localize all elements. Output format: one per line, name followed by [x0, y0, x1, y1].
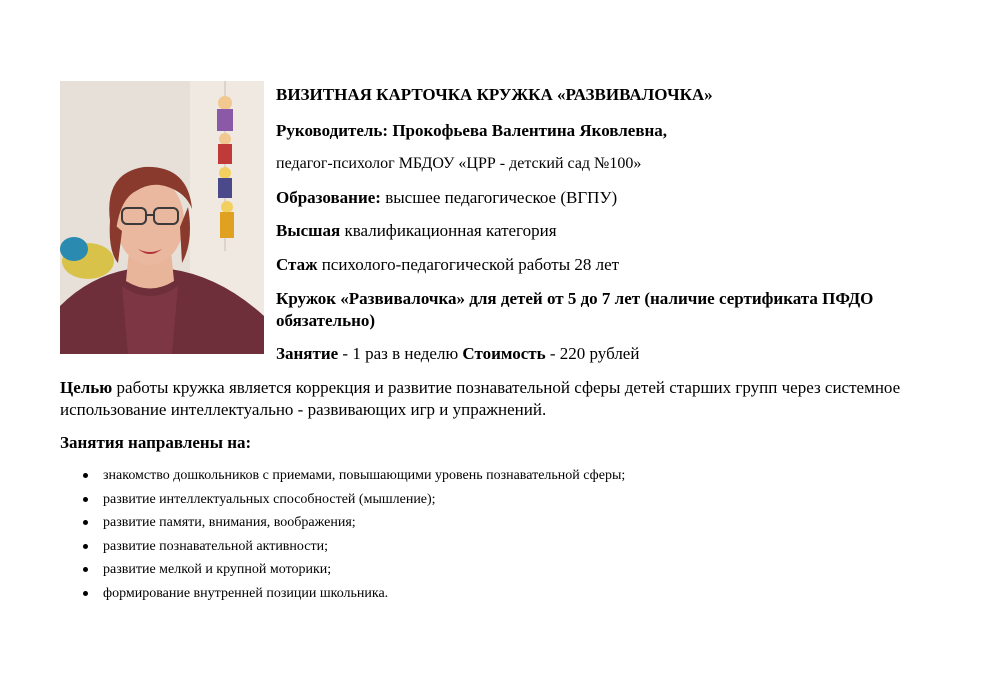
education-label: Образование: [276, 188, 381, 207]
goal-paragraph [60, 377, 940, 421]
category-value: квалификационная категория [340, 221, 557, 240]
leader-name: Руководитель: Прокофьева Валентина Яковлевна, [276, 121, 668, 140]
list-item [103, 558, 963, 582]
cost-value: - 220 рублей [545, 344, 640, 363]
list-item-text: развитие интеллектуальных способностей (мышление); [103, 491, 436, 507]
category-line [276, 220, 936, 242]
education-value: высшее педагогическое (ВГПУ) [380, 188, 618, 207]
list-item-text: развитие познавательной активности; [103, 538, 328, 554]
experience-line [276, 254, 936, 276]
cost-label: Стоимость [462, 344, 546, 363]
club-description: Кружок «Развивалочка» для детей от 5 до 7 лет (наличие сертификата ПФДО обязательно) [276, 289, 874, 330]
bullet-icon [83, 497, 88, 502]
list-item-text: развитие памяти, внимания, воображения; [103, 515, 356, 530]
card-title: ВИЗИТНАЯ КАРТОЧКА КРУЖКА «РАЗВИВАЛОЧКА» [276, 85, 713, 104]
directions-list [60, 464, 963, 605]
bullet-icon [83, 544, 88, 549]
list-item-text: знакомство дошкольников с приемами, повышающими уровень познавательной сферы; [103, 468, 626, 483]
leader-position: педагог-психолог МБДОУ «ЦРР - детский сад №100» [276, 155, 642, 172]
bullet-icon [83, 520, 88, 525]
bullet-icon [83, 591, 88, 596]
list-item-text: формирование внутренней позиции школьника. [103, 585, 389, 601]
goal-label: Целью [60, 378, 113, 397]
category-label: Высшая [276, 221, 341, 240]
list-item [103, 582, 963, 606]
bullet-icon [83, 473, 88, 478]
experience-value: психолого-педагогической работы 28 лет [317, 255, 620, 274]
list-item [103, 511, 963, 535]
bullet-icon [83, 567, 88, 572]
list-item [103, 464, 963, 488]
list-item-text: развитие мелкой и крупной моторики; [103, 562, 332, 577]
directions-heading: Занятия направлены на: [60, 433, 252, 452]
list-item [103, 488, 963, 512]
list-item [103, 535, 963, 559]
education-line [276, 187, 936, 209]
experience-label: Стаж [276, 255, 318, 274]
lesson-value: - 1 раз в неделю [338, 344, 463, 363]
leader-photo [60, 81, 264, 354]
lesson-label: Занятие [276, 344, 339, 363]
goal-text: работы кружка является коррекция и развитие познавательной сферы детей старших групп через системное использование интеллектуально - развивающих игр и упражнений. [60, 378, 901, 419]
lesson-line [276, 343, 936, 365]
